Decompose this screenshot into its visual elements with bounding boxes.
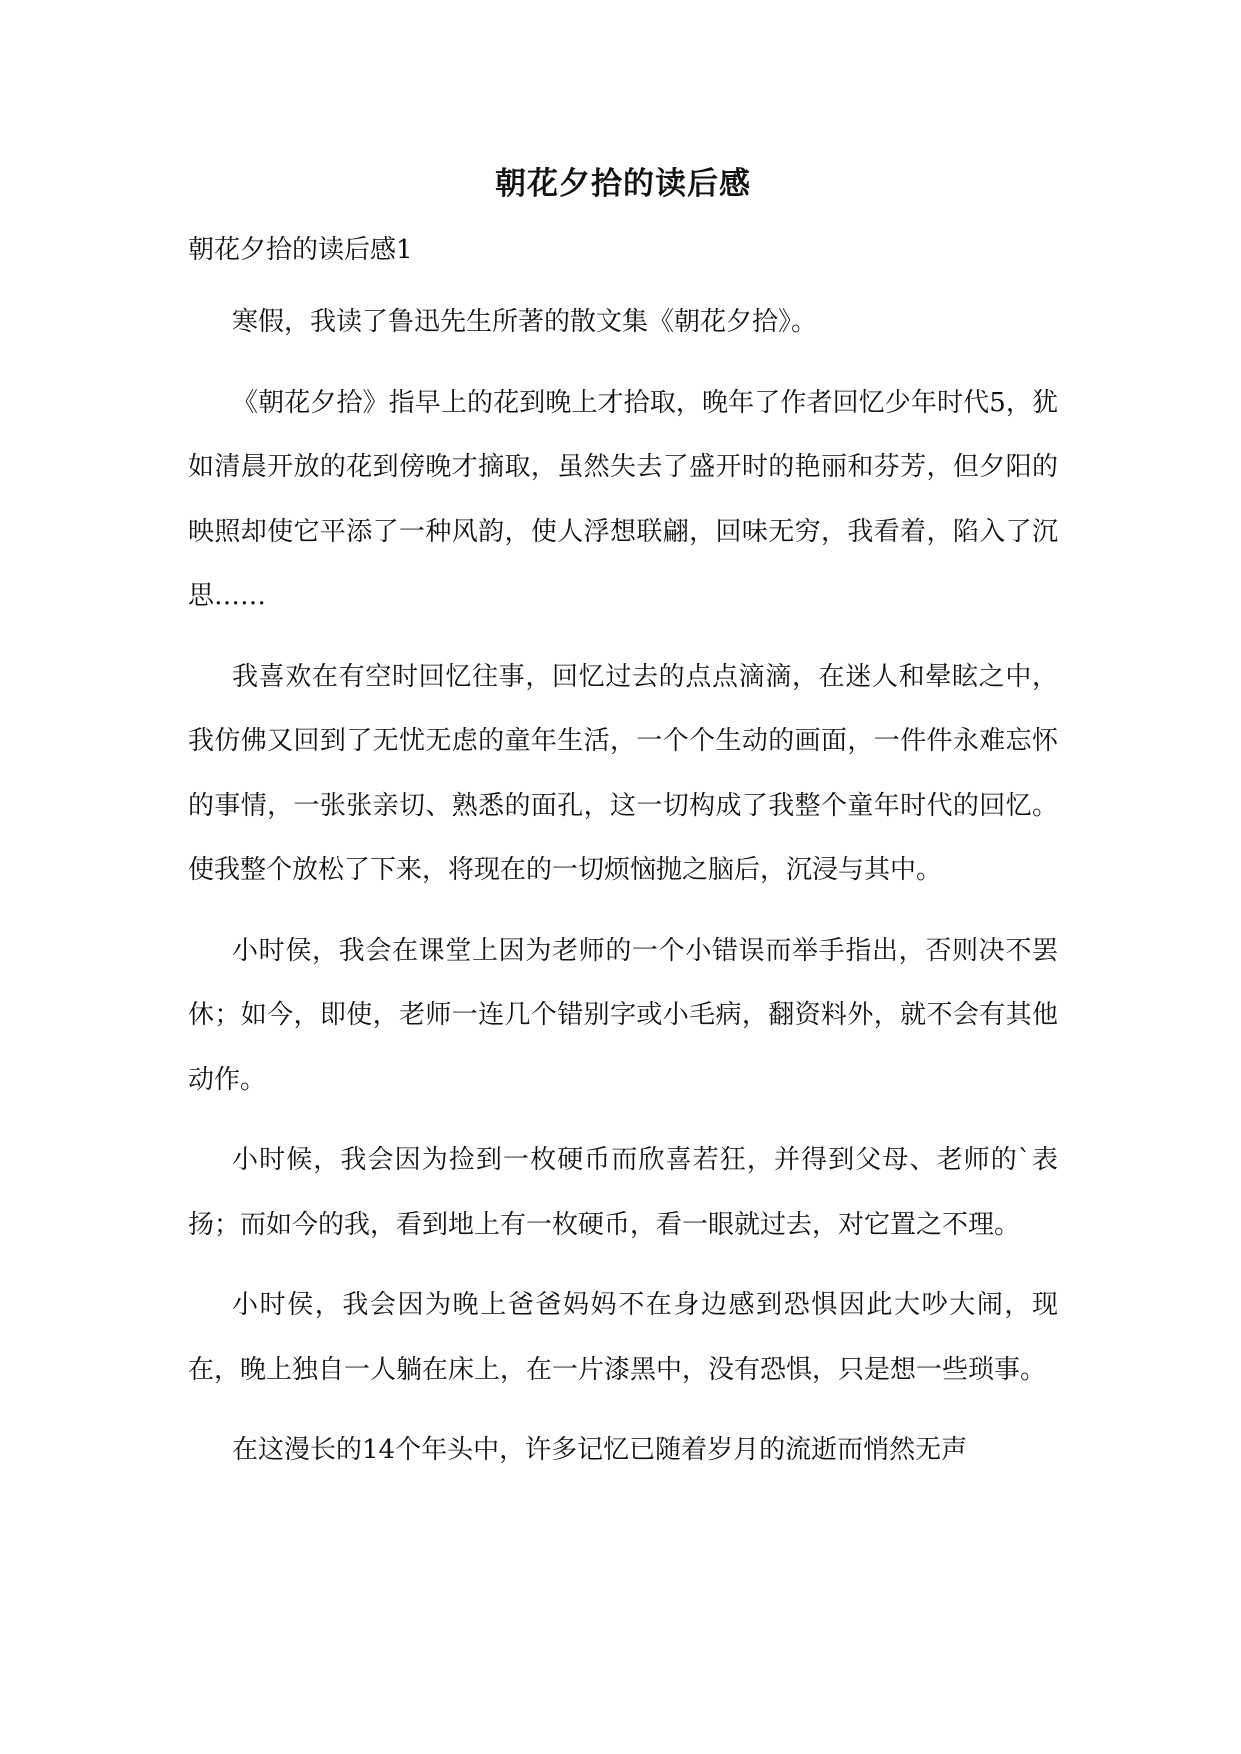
document-page — [188, 158, 1058, 1483]
paragraph-7: 在这漫长的14个年头中，许多记忆已随着岁月的流逝而悄然无声 — [232, 1435, 968, 1465]
section-heading: 朝花夕拾的读后感1 — [188, 235, 413, 265]
document-title: 朝花夕拾的读后感 — [495, 166, 751, 202]
paragraph-5: 小时候，我会因为捡到一枚硬币而欣喜若狂，并得到父母、老师的`表扬；而如今的我，看到地上有一枚硬币，看一眼就过去，对它置之不理。 — [188, 1145, 1058, 1240]
paragraph-6: 小时侯，我会因为晚上爸爸妈妈不在身边感到恐惧因此大吵大闹，现在，晚上独自一人躺在床上，在一片漆黑中，没有恐惧，只是想一些琐事。 — [188, 1290, 1058, 1385]
paragraph-2: 《朝花夕拾》指早上的花到晚上才拾取，晚年了作者回忆少年时代5，犹如清晨开放的花到傍晚才摘取，虽然失去了盛开时的艳丽和芬芳，但夕阳的映照却使它平添了一种风韵，使人浮想联翩，回味无穷，我看着，陷入了沉思…… — [188, 387, 1058, 611]
paragraph-1: 寒假，我读了鲁迅先生所著的散文集《朝花夕拾》。 — [232, 307, 818, 337]
paragraph-3: 我喜欢在有空时回忆往事，回忆过去的点点滴滴，在迷人和晕眩之中，我仿佛又回到了无忧无虑的童年生活，一个个生动的画面，一件件永难忘怀的事情，一张张亲切、熟悉的面孔，这一切构成了我整个童年时代的回忆。使我整个放松了下来，将现在的一切烦恼抛之脑后，沉浸与其中。 — [188, 661, 1058, 885]
paragraph-4: 小时侯，我会在课堂上因为老师的一个小错误而举手指出，否则决不罢休；如今，即使，老师一连几个错别字或小毛病，翻资料外，就不会有其他动作。 — [188, 935, 1058, 1095]
